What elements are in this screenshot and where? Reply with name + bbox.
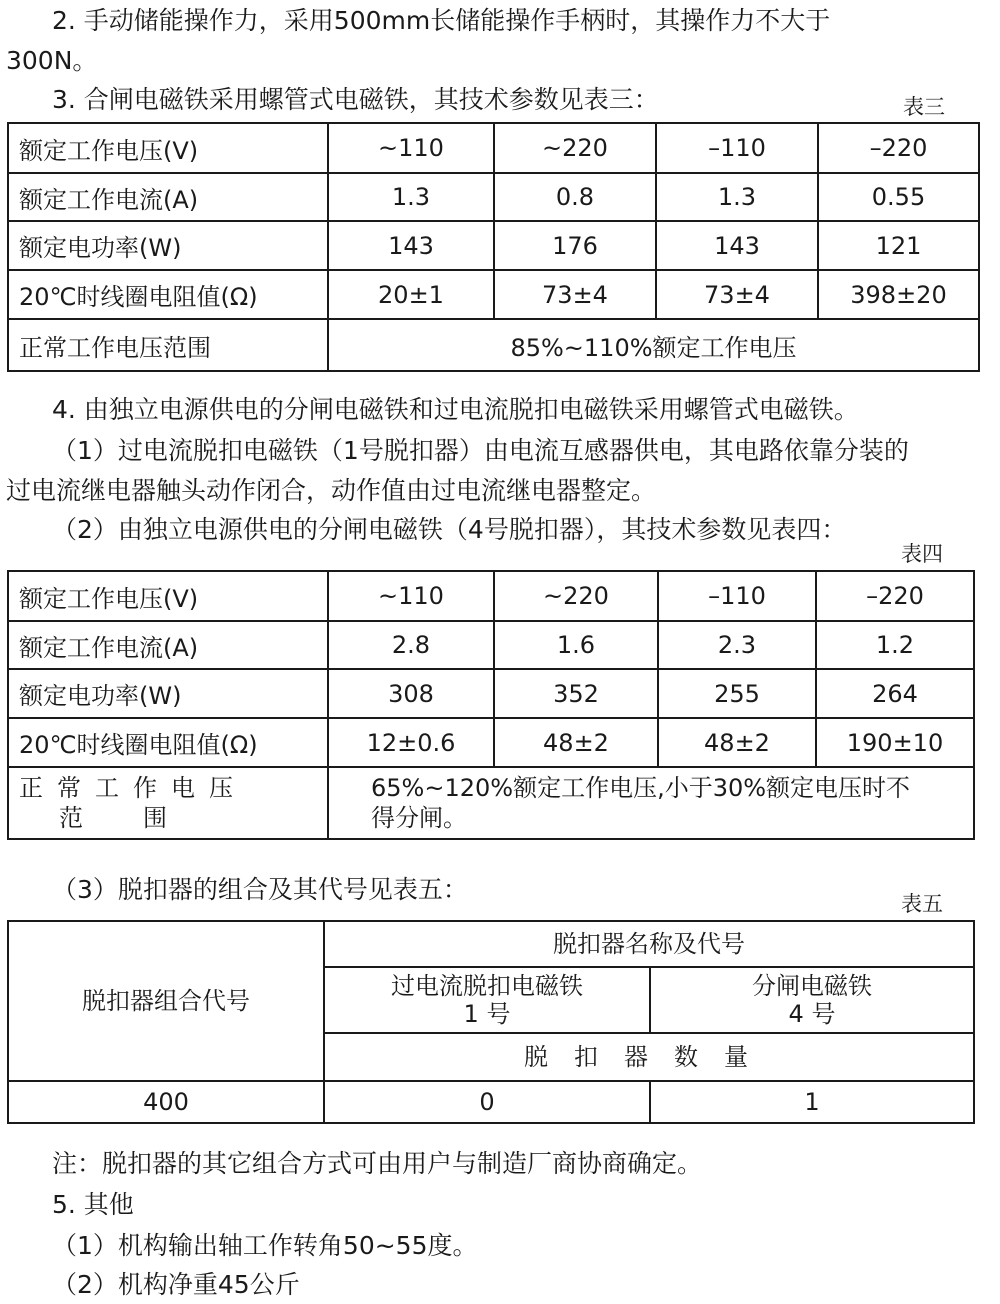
table3-row [8,221,979,270]
section4-p1-line2: 过电流继电器触头动作闭合，动作值由过电流继电器整定。 [6,476,657,505]
table4-row [8,718,974,767]
table4-row [8,767,974,839]
table3-cell: 0.55 [818,173,979,221]
table5-name-code-header: 脱扣器名称及代号 [324,921,974,967]
table5-col1-name: 过电流脱扣电磁铁 [391,972,583,1000]
table4-cell: 308 [328,669,494,718]
table3-row [8,173,979,221]
table3-cell: 0.8 [494,173,656,221]
table4-range-value: 65%~120%额定工作电压,小于30%额定电压时不得分闸。 [328,767,974,839]
table4-cell: 2.8 [328,621,494,669]
table4 [7,570,975,840]
table4-range-label-line2: 范围 [59,804,227,832]
table3-cell: 143 [328,221,494,270]
table4-row [8,669,974,718]
table4-cell: 48±2 [658,718,816,767]
table3-cell: 398±20 [818,270,979,319]
table4-cell: 255 [658,669,816,718]
table5-data-row [8,1081,974,1123]
table4-row-label: 额定工作电流(A) [8,621,328,669]
table4-cell: 352 [494,669,658,718]
table3-row [8,319,979,371]
table5-col1-cell: 0 [324,1081,650,1123]
table3 [7,122,980,372]
table5-col1-code: 1 号 [463,1000,511,1028]
item3-text: 3. 合闸电磁铁采用螺管式电磁铁，其技术参数见表三： [52,85,659,114]
table5-col1-header [324,967,650,1033]
table3-cell: 20±1 [328,270,494,319]
table4-range-label [8,767,328,839]
table5-col2-name: 分闸电磁铁 [752,972,872,1000]
table4-cell: –220 [816,571,974,621]
table5-combo-code-header: 脱扣器组合代号 [8,921,324,1081]
table3-cell: ~110 [328,123,494,173]
item2-line2: 300N。 [6,46,98,75]
table4-cell: 1.2 [816,621,974,669]
table3-row-label: 额定工作电流(A) [8,173,328,221]
table3-caption: 表三 [903,95,945,119]
table4-cell: 12±0.6 [328,718,494,767]
item5-1: （1）机构输出轴工作转角50~55度。 [52,1231,478,1260]
table5-header-row [8,921,974,967]
section4-title: 4. 由独立电源供电的分闸电磁铁和过电流脱扣电磁铁采用螺管式电磁铁。 [52,395,859,424]
table3-cell: 1.3 [656,173,818,221]
table4-row-label: 20℃时线圈电阻值(Ω) [8,718,328,767]
table4-cell: 48±2 [494,718,658,767]
table5 [7,920,975,1124]
table4-cell: 264 [816,669,974,718]
table3-row [8,270,979,319]
table3-range-label: 正常工作电压范围 [8,319,328,371]
table3-cell: 73±4 [494,270,656,319]
table3-cell: –220 [818,123,979,173]
table5-caption: 表五 [901,892,943,916]
table3-row [8,123,979,173]
table5-col2-cell: 1 [650,1081,974,1123]
table5-quantity-header: 脱扣器数量 [324,1033,974,1081]
table3-cell: ~220 [494,123,656,173]
table5-col2-code: 4 号 [788,1000,836,1028]
table4-cell: –110 [658,571,816,621]
table3-cell: 1.3 [328,173,494,221]
table4-row [8,571,974,621]
table4-range-label-line1: 正常工作电压 [19,774,247,802]
item2-line1: 2. 手动储能操作力，采用500mm长储能操作手柄时，其操作力不大于 [52,6,831,35]
table5-col2-header [650,967,974,1033]
table3-cell: 73±4 [656,270,818,319]
table5-intro: （3）脱扣器的组合及其代号见表五： [52,875,468,904]
table3-row-label: 额定电功率(W) [8,221,328,270]
table4-row-label: 额定工作电压(V) [8,571,328,621]
section4-p1-line1: （1）过电流脱扣电磁铁（1号脱扣器）由电流互感器供电，其电路依靠分装的 [52,436,909,465]
table3-cell: 176 [494,221,656,270]
table5-code-cell: 400 [8,1081,324,1123]
table4-caption: 表四 [901,542,943,566]
footer-note: 注：脱扣器的其它组合方式可由用户与制造厂商协商确定。 [52,1149,703,1178]
table3-cell: 121 [818,221,979,270]
table4-cell: 1.6 [494,621,658,669]
section4-p2: （2）由独立电源供电的分闸电磁铁（4号脱扣器），其技术参数见表四： [52,515,847,544]
table3-row-label: 20℃时线圈电阻值(Ω) [8,270,328,319]
table4-cell: 2.3 [658,621,816,669]
table3-cell: 143 [656,221,818,270]
table4-cell: ~220 [494,571,658,621]
table3-range-value: 85%~110%额定工作电压 [328,319,979,371]
item5-2: （2）机构净重45公斤 [52,1270,300,1299]
item5-title: 5. 其他 [52,1190,134,1219]
table4-row-label: 额定电功率(W) [8,669,328,718]
table3-cell: –110 [656,123,818,173]
table4-row [8,621,974,669]
table4-cell: ~110 [328,571,494,621]
table3-row-label: 额定工作电压(V) [8,123,328,173]
table4-cell: 190±10 [816,718,974,767]
